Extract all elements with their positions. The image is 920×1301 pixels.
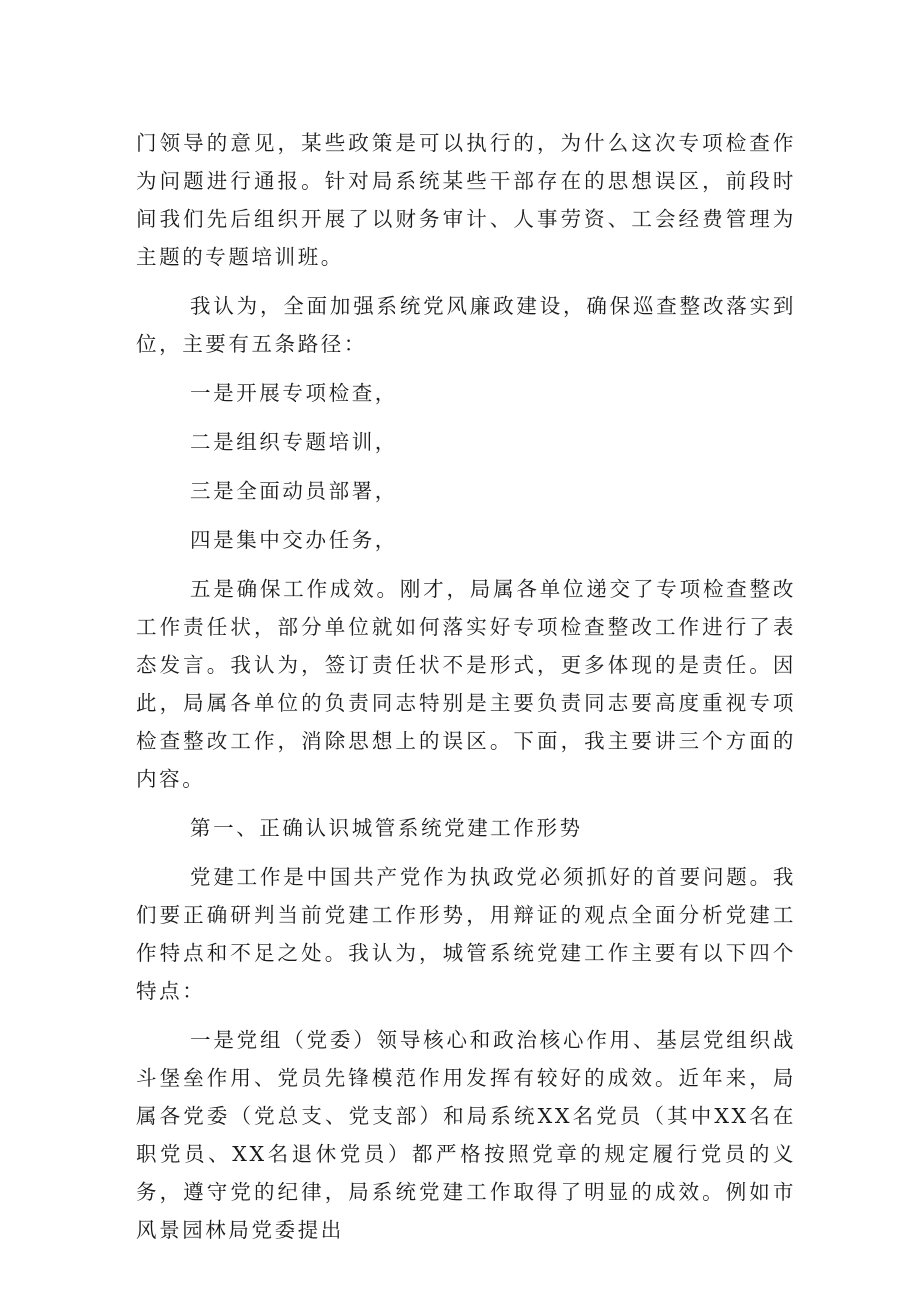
list-item-4: 四是集中交办任务， [190,528,398,552]
paragraph-4: 党建工作是中国共产党作为执政党必须抓好的首要问题。我们要正确研判当前党建工作形势，用辩证的观点全面分析党建工作特点和不足之处。我认为，城管系统党建工作主要有以下四个特点： [136,865,796,1003]
list-item-3: 三是全面动员部署， [190,479,398,503]
section-heading: 第一、正确认识城管系统党建工作形势 [190,816,583,840]
list-item-2: 二是组织专题培训， [190,430,398,454]
paragraph-3: 五是确保工作成效。刚才，局属各单位递交了专项检查整改工作责任状，部分单位就如何落实好专项检查整改工作进行了表态发言。我认为，签订责任状不是形式，更多体现的是责任。因此，局属各单位的负责同志特别是主要负责同志要高度重视专项检查整改工作，消除思想上的误区。下面，我主要讲三个方面的内容。 [136,577,796,791]
list-item-1: 一是开展专项检查， [190,381,398,405]
paragraph-2: 我认为，全面加强系统党风廉政建设，确保巡查整改落实到位，主要有五条路径： [136,294,796,356]
paragraph-1: 门领导的意见，某些政策是可以执行的，为什么这次专项检查作为问题进行通报。针对局系统某些干部存在的思想误区，前段时间我们先后组织开展了以财务审计、人事劳资、工会经费管理为主题的专题培训班。 [136,131,796,269]
paragraph-5: 一是党组（党委）领导核心和政治核心作用、基层党组织战斗堡垒作用、党员先锋模范作用发挥有较好的成效。近年来，局属各党委（党总支、党支部）和局系统XX名党员（其中XX名在职党员、XX名退休党员）都严格按照党章的规定履行党员的义务，遵守党的纪律，局系统党建工作取得了明显的成效。例如市风景园林局党委提出 [136,1028,796,1242]
document-body [136,124,796,1260]
